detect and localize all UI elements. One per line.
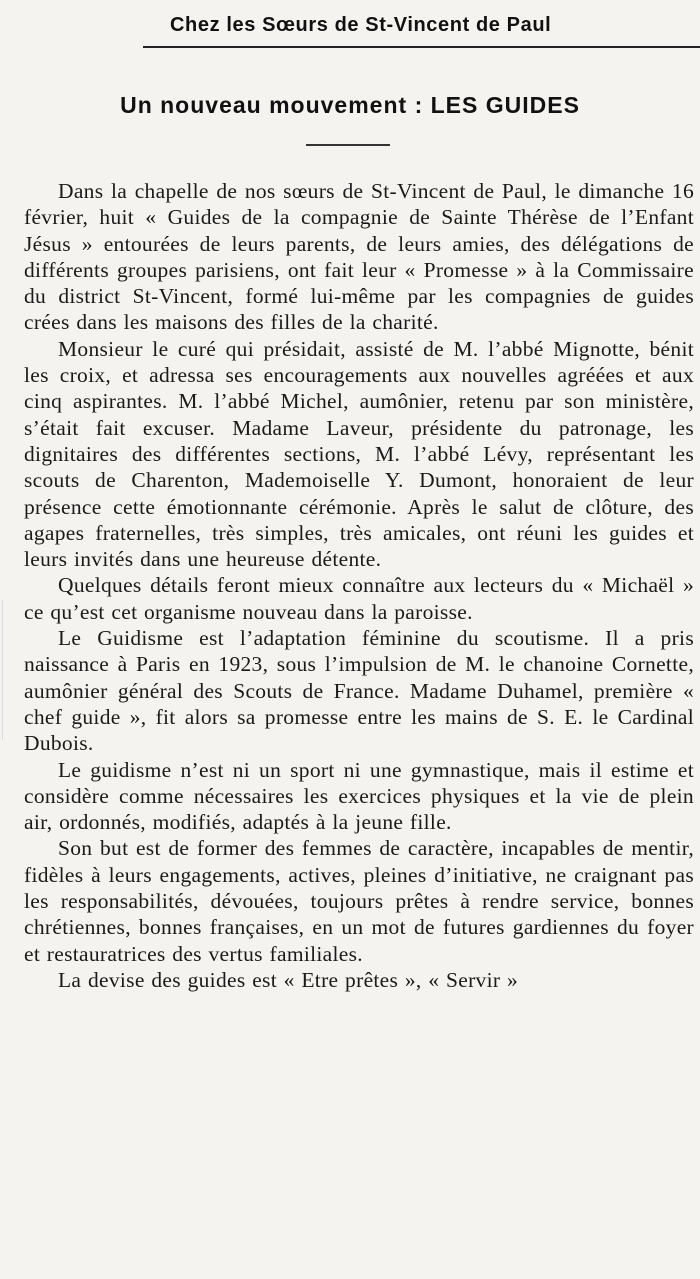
article-body	[24, 178, 694, 993]
paragraph: Dans la chapelle de nos sœurs de St-Vincent de Paul, le dimanche 16 février, huit « Guides de la compagnie de Sainte Thérèse de l’Enfant Jésus » entourées de leurs parents, de leurs amies, des délégations de différents groupes parisiens, ont fait leur « Promesse » à la Commissaire du district St-Vincent, formé lui-même par les compagnies de guides crées dans les maisons des filles de la charité.	[24, 179, 694, 335]
paragraph: Monsieur le curé qui présidait, assisté de M. l’abbé Mignotte, bénit les croix, et adressa ses encouragements aux nouvelles agréées et aux cinq aspirantes. M. l’abbé Michel, aumônier, retenu par son ministère, s’était fait excuser. Madame Laveur, présidente du patronage, les dignitaires des différentes sections, M. l’abbé Lévy, représentant les scouts de Charenton, Mademoiselle Y. Dumont, honoraient de leur présence cette émotionnante cérémonie. Après le salut de clôture, des agapes fraternelles, très simples, très amicales, ont réuni les guides et leurs invités dans une heureuse détente.	[24, 336, 694, 572]
article-title: Un nouveau mouvement : LES GUIDES	[120, 92, 580, 118]
paragraph: La devise des guides est « Etre prêtes », « Servir »	[58, 967, 519, 992]
paragraph: Quelques détails feront mieux connaître aux lecteurs du « Michaël » ce qu’est cet organisme nouveau dans la paroisse.	[24, 573, 694, 624]
running-head: Chez les Sœurs de St-Vincent de Paul	[170, 14, 552, 36]
paragraph: Le Guidisme est l’adaptation féminine du scoutisme. Il a pris naissance à Paris en 1923, sous l’impulsion de M. le chanoine Cornette, aumônier général des Scouts de France. Madame Duhamel, première « chef guide », fit alors sa promesse entre les mains de S. E. le Cardinal Dubois.	[24, 626, 694, 756]
header-rule	[143, 46, 700, 48]
paragraph: Le guidisme n’est ni un sport ni une gymnastique, mais il estime et considère comme nécessaires les exercices physiques et la vie de plein air, ordonnés, modifiés, adaptés à la jeune fille.	[24, 757, 694, 835]
paragraph: Son but est de former des femmes de caractère, incapables de mentir, fidèles à leurs engagements, actives, pleines d’initiative, ne craignant pas les responsabilités, dévouées, toujours prêtes à rendre service, bonnes chrétiennes, bonnes françaises, en un mot de futures gardiennes du foyer et restauratrices des vertus familiales.	[24, 836, 694, 966]
margin-pencil-mark	[2, 600, 15, 740]
title-divider	[306, 144, 390, 146]
